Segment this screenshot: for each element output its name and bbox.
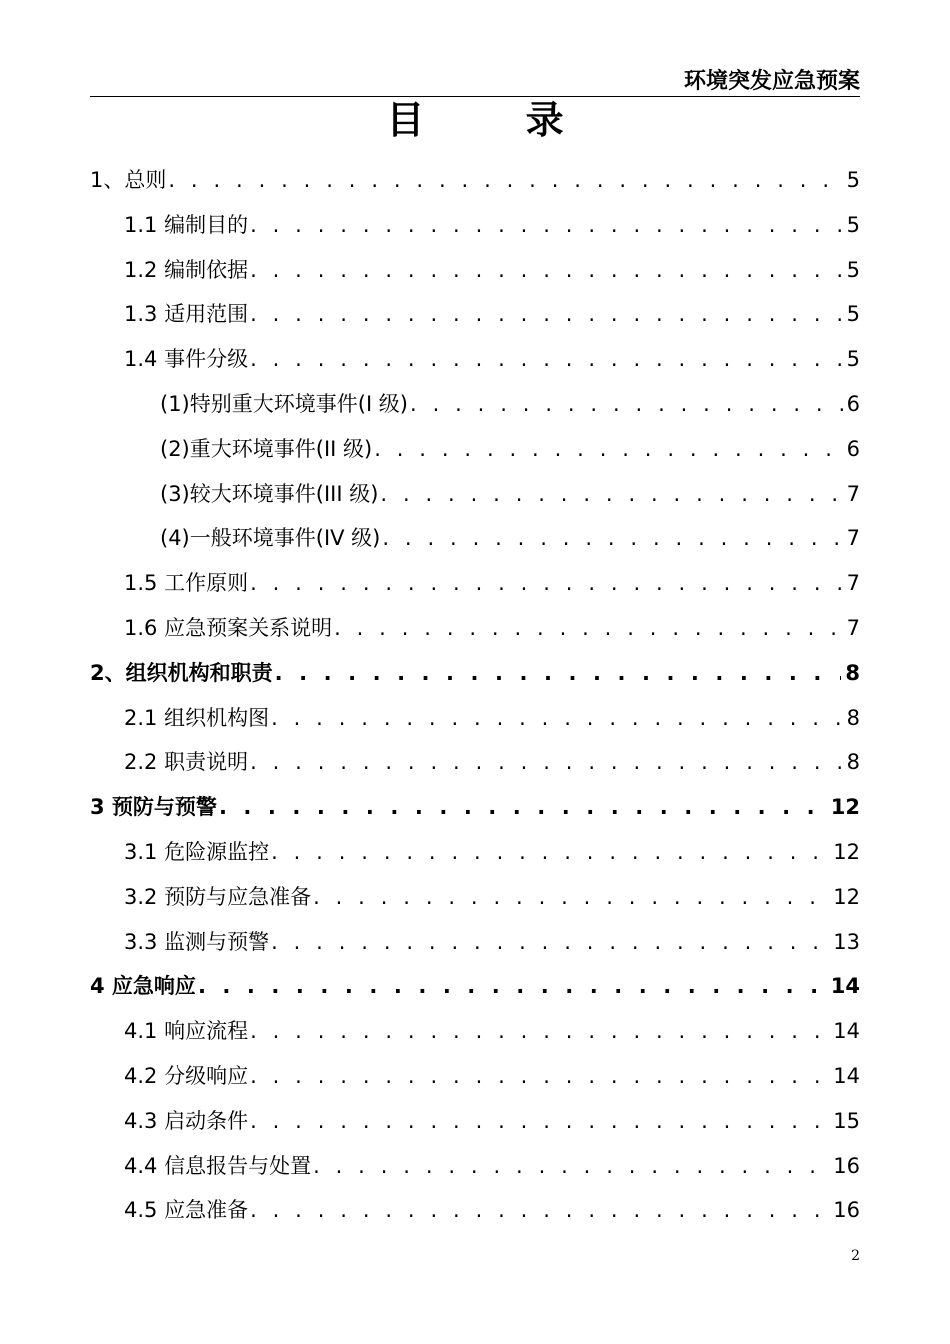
toc-dot-leader — [269, 696, 843, 741]
toc-entry[interactable] — [90, 1009, 860, 1054]
toc-entry-title: 1.4 事件分级 — [124, 347, 249, 372]
toc-entry-title: 4 应急响应 — [90, 974, 196, 999]
toc-entry-page: 8 — [845, 660, 860, 685]
toc-entry-title: 1.6 应急预案关系说明 — [124, 615, 333, 640]
toc-dot-leader — [248, 292, 843, 337]
toc-entry-title: 4.5 应急准备 — [124, 1198, 249, 1223]
toc-entry-title: (1)特别重大环境事件(Ⅰ 级) — [160, 391, 409, 416]
toc-dot-leader — [248, 740, 843, 785]
toc-entry-page: 7 — [846, 615, 860, 640]
toc-dot-leader — [332, 606, 843, 651]
toc-entry[interactable] — [90, 606, 860, 651]
toc-entry-title: 1.3 适用范围 — [124, 302, 249, 327]
toc-entry-title: 2.1 组织机构图 — [124, 705, 270, 730]
toc-entry[interactable] — [90, 561, 860, 606]
toc-entry-page: 16 — [833, 1198, 860, 1223]
toc-entry-page: 8 — [846, 705, 860, 730]
toc-entry-page: 5 — [846, 347, 860, 372]
toc-entry[interactable] — [90, 964, 860, 1009]
toc-entry-title: 3.1 危险源监控 — [124, 839, 270, 864]
toc-entry-page: 8 — [846, 750, 860, 775]
toc-entry-title: 4.4 信息报告与处置 — [124, 1153, 312, 1178]
toc-entry-title: (4)一般环境事件(IV 级) — [160, 526, 381, 551]
toc-entry-page: 14 — [830, 974, 860, 999]
toc-dot-leader — [408, 382, 843, 427]
toc-entry-title: 3.3 监测与预警 — [124, 929, 270, 954]
toc-dot-leader — [372, 427, 842, 472]
toc-entry-title: 3 预防与预警 — [90, 795, 217, 820]
toc-entry[interactable] — [90, 651, 860, 696]
toc-entry-title: 3.2 预防与应急准备 — [124, 884, 312, 909]
toc-dot-leader — [248, 1054, 829, 1099]
toc-entry-page: 7 — [846, 526, 860, 551]
toc-entry[interactable] — [90, 472, 860, 517]
page-header — [90, 62, 860, 97]
toc-dot-leader — [248, 1099, 829, 1144]
table-of-contents — [90, 158, 860, 1233]
toc-dot-leader — [166, 158, 842, 203]
toc-dot-leader — [269, 920, 829, 965]
toc-entry-page: 15 — [833, 1108, 860, 1133]
toc-dot-leader — [248, 248, 843, 293]
toc-heading: 目 录 — [386, 98, 608, 142]
toc-entry[interactable] — [90, 203, 860, 248]
toc-entry-page: 6 — [846, 391, 860, 416]
toc-entry[interactable] — [90, 1054, 860, 1099]
toc-entry[interactable] — [90, 292, 860, 337]
toc-entry[interactable] — [90, 516, 860, 561]
toc-entry-title: 1.2 编制依据 — [124, 257, 249, 282]
toc-entry[interactable] — [90, 740, 860, 785]
page-number: 2 — [851, 1248, 860, 1264]
toc-entry[interactable] — [90, 875, 860, 920]
toc-entry[interactable] — [90, 337, 860, 382]
toc-entry[interactable] — [90, 382, 860, 427]
toc-entry-page: 7 — [846, 571, 860, 596]
toc-entry-page: 12 — [830, 795, 860, 820]
toc-dot-leader — [273, 651, 842, 696]
toc-entry-page: 12 — [833, 884, 860, 909]
toc-entry-page: 5 — [846, 302, 860, 327]
toc-dot-leader — [311, 875, 829, 920]
toc-entry-title: 1、总则 — [90, 168, 167, 192]
toc-dot-leader — [248, 1009, 829, 1054]
toc-entry[interactable] — [90, 696, 860, 741]
toc-entry-page: 13 — [833, 929, 860, 954]
toc-dot-leader — [217, 785, 827, 830]
toc-entry-page: 7 — [846, 481, 860, 506]
toc-dot-leader — [248, 337, 843, 382]
toc-entry[interactable] — [90, 158, 860, 203]
toc-entry-title: 2.2 职责说明 — [124, 750, 249, 775]
toc-entry[interactable] — [90, 1144, 860, 1189]
toc-entry-title: 4.3 启动条件 — [124, 1108, 249, 1133]
toc-dot-leader — [380, 516, 842, 561]
toc-entry-title: (2)重大环境事件(II 级) — [160, 436, 373, 461]
toc-dot-leader — [248, 203, 843, 248]
toc-entry-title: 1.1 编制目的 — [124, 212, 249, 237]
toc-entry[interactable] — [90, 785, 860, 830]
toc-dot-leader — [196, 964, 827, 1009]
toc-entry[interactable] — [90, 830, 860, 875]
toc-entry-title: (3)较大环境事件(III 级) — [160, 481, 379, 506]
toc-entry-page: 5 — [846, 168, 860, 192]
toc-entry[interactable] — [90, 427, 860, 472]
toc-entry-page: 5 — [846, 257, 860, 282]
toc-dot-leader — [311, 1144, 829, 1189]
toc-entry-page: 5 — [846, 212, 860, 237]
toc-dot-leader — [378, 472, 842, 517]
toc-entry-page: 14 — [833, 1063, 860, 1088]
toc-dot-leader — [248, 561, 843, 606]
toc-dot-leader — [269, 830, 829, 875]
toc-entry[interactable] — [90, 920, 860, 965]
toc-entry[interactable] — [90, 1188, 860, 1233]
header-title: 环境突发应急预案 — [683, 69, 860, 94]
toc-entry-title: 1.5 工作原则 — [124, 571, 249, 596]
toc-entry-title: 4.2 分级响应 — [124, 1063, 249, 1088]
toc-entry-title: 4.1 响应流程 — [124, 1019, 249, 1044]
toc-entry-page: 6 — [846, 436, 860, 461]
toc-entry-title: 2、组织机构和职责 — [90, 660, 273, 685]
toc-entry[interactable] — [90, 248, 860, 293]
toc-entry-page: 14 — [833, 1019, 860, 1044]
toc-entry-page: 12 — [833, 839, 860, 864]
toc-entry[interactable] — [90, 1099, 860, 1144]
toc-dot-leader — [248, 1188, 829, 1233]
toc-entry-page: 16 — [833, 1153, 860, 1178]
